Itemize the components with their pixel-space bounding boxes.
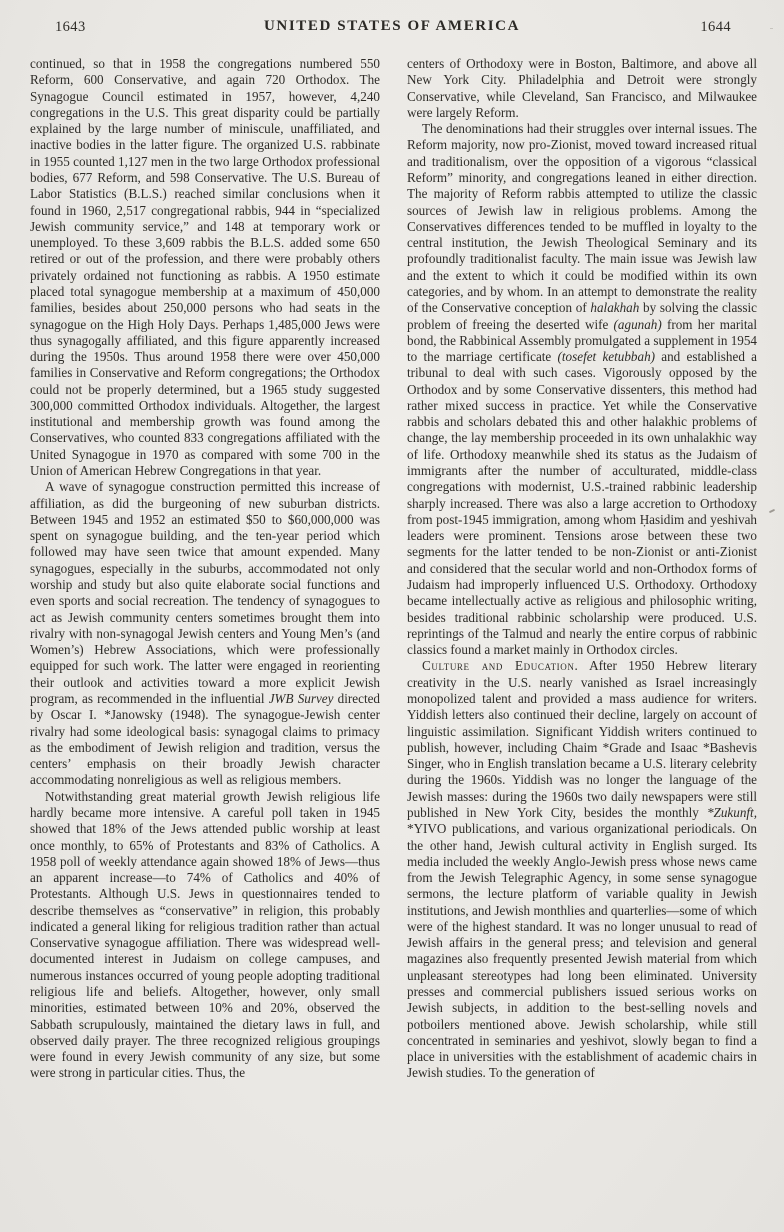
text-column-left (30, 56, 380, 1206)
page-number-left: 1643 (55, 19, 86, 35)
scan-artifact (769, 509, 775, 513)
body-text: *YIVO publications, and various organizational periodicals. On the other hand, Jewish cultural activity in English surged. Its media included the weekly Anglo-Jewish press whose news came from the Jewish Telegraphic Agency, in some sense synagogue sermons, the lecture platform of variable quality in Jewish institutions, and Jewish monthlies and quarterlies—some of which were of the highest standard. It was no longer unusual to read of Jewish affairs in the general press; and television and general magazines also frequently presented Jewish material from which unpleasant stereotypes had long been eliminated. University presses and commercial publishers issued serious works on Jewish subjects, in addition to the best-selling novels and potboilers mentioned above. Jewish scholarship, while still concentrated in seminaries and yeshivot, slowly began to find a place in universities with the establishment of academic chairs in Jewish studies. To the generation of (407, 821, 757, 1081)
scan-artifact (770, 28, 773, 29)
italic-text: halakhah (590, 300, 640, 316)
text-column-right (407, 56, 757, 1206)
page-title: UNITED STATES OF AMERICA (263, 18, 521, 34)
paragraph (30, 479, 380, 788)
italic-text: *Zukunft, (706, 804, 757, 820)
paragraph (407, 56, 757, 121)
smallcaps-heading: Culture and Education. (422, 658, 579, 674)
paragraph (407, 121, 757, 658)
page-number-right: 1644 (700, 19, 731, 35)
paragraph (407, 658, 757, 1081)
body-text: A wave of synagogue construction permitted this increase of affiliation, as did the burgeoning of new suburban districts. Between 1945 and 1952 an estimated $50 to $60,000,000 was spent on synagogue building, and the ten-year period which followed may have seen twice that amount expended. Many synagogues, especially in the suburbs, accommodated not only worship and study but also quite elaborate social functions and even sports and social recreation. The tendency of synagogues to act as Jewish community centers sometimes brought them into rivalry with non-synagogal Jewish centers and Young Men’s (and Women’s) Hebrew Associations, which were professionally equipped for such work. The latter were engaged in reorienting their outlook and activities toward a more explicit Jewish program, as recommended in the influential (30, 479, 380, 706)
italic-text: JWB Survey (268, 690, 334, 706)
paragraph (30, 789, 380, 1082)
body-text: The denominations had their struggles over internal issues. The Reform majority, now pro-Zionist, moved toward increased ritual and traditionalism, over the opposition of a vigorous “classical Reform” minority, and congregations leaned in either direction. The majority of Reform rabbis attempted to utilize the classic sources of Jewish law in religious problems. Among the Conservatives differences tended to be muffled in loyalty to the central institution, the Jewish Theological Seminary and its profoundly traditionalist faculty. The main issue was Jewish law and the extent to which it could be modified within its own categories, and by whom. In an attempt to demonstrate the reality of the Conservative conception of (407, 121, 757, 316)
italic-text: (tosefet ketubbah) (557, 349, 656, 365)
body-text: After 1950 Hebrew literary creativity in the U.S. nearly vanished as Israel increasingly monopolized talent and provided a mass audience for writers. Yiddish letters also continued their decline, largely on account of linguistic assimilation. Significant Yiddish writers continued to publish, however, including Chaim *Grade and Isaac *Bashevis Singer, who in English translation became a U.S. literary celebrity during the 1960s. Yiddish was no longer the language of the Jewish masses: during the 1960s two daily newspapers were still published in New York City, besides the monthly (407, 658, 757, 820)
body-text: continued, so that in 1958 the congregations numbered 550 Reform, 600 Conservative, and again 720 Orthodox. The Synagogue Council estimated in 1957, however, 4,240 congregations in the U.S. This great disparity could be partially explained by the large number of miniscule, unaffiliated, and inactive bodies in the latter figure. The organized U.S. rabbinate in 1955 counted 1,127 men in the two large Orthodox professional bodies, 677 Reform, and 598 Conservative. The U.S. Bureau of Labor Statistics (B.L.S.) reached similar conclusions when it found in 1960, 2,517 congregational rabbis, 944 in “specialized Jewish community service,” and 148 at temporary work or unemployed. To these 3,609 rabbis the B.L.S. added some 650 retired or out of the profession, and there were probably others privately ordained not functioning as rabbis. A 1950 estimate placed total synagogue membership at a maximum of 450,000 families, besides about 250,000 persons who had seats in the synagogue on the High Holy Days. Perhaps 1,485,000 Jews were thus synagogally affiliated, and this figure apparently increased during the 1950s. Thus around 1958 there were over 450,000 families in Conservative and Reform congregations; the Orthodox could not be properly determined, but a 1965 study suggested 300,000 committed Orthodox individuals. Altogether, the largest institutional and membership growth was found among the Conservatives, who counted 833 congregations affiliated with the United Synagogue in 1970 as compared with some 700 in the Union of American Hebrew Congregations in that year. (30, 56, 380, 479)
italic-text: (agunah) (613, 316, 662, 332)
paragraph (30, 56, 380, 479)
running-head (0, 16, 784, 42)
body-text: Notwithstanding great material growth Jewish religious life hardly became more intensive. A careful poll taken in 1945 showed that 18% of the Jews attended public worship at least once monthly, to 65% of Protestants and 83% of Catholics. A 1958 poll of weekly attendance again showed 18% of Jews—thus an apparent increase—to 74% of Catholics and 40% of Protestants. Although U.S. Jews in questionnaires tended to describe themselves as “conservative” in religion, this probably indicated a general liking for religious tradition rather than actual Conservative synagogue affiliation. There was widespread well-documented interest in Judaism on college campuses, and numerous instances occurred of young people adopting traditional religious life and beliefs. Altogether, however, only small minorities, estimated between 10% and 20%, observed the Sabbath scrupulously, maintained the dietary laws in full, and observed daily prayer. The three recognized religious groupings were found in every Jewish community of any size, but some were strong in particular cities. Thus, the (30, 788, 380, 1081)
body-text: from her marital bond, the Rabbinical Assembly promulgated a supplement in 1954 to the marriage certificate (407, 316, 757, 365)
body-text: directed by Oscar I. *Janowsky (1948). The synagogue-Jewish center rivalry had some ideological basis: synagogal claims to primacy as the embodiment of Jewish religion and tradition, versus the centers’ emphasis on their broadly Jewish character accommodating nonreligious as well as religious members. (30, 690, 380, 788)
body-text: and established a tribunal to deal with such cases. Vigorously opposed by the Orthodox and by some Conservative dissenters, this method had rather mixed success in practice. Yet while the Conservative rabbis and scholars debated this and other halakhic problems of change, the lay membership proceeded in its own unhalakhic way of life. Orthodoxy meanwhile shed its status as the Judaism of immigrants after the number of acculturated, middle-class congregations with modernist, U.S.-trained rabbinic leadership sharply increased. There was also a large accretion to Orthodoxy from post-1945 immigration, among whom Ḥasidim and yeshivah leaders were prominent. Tensions arose between these two segments for the latter tended to be non-Zionist or anti-Zionist and considered that the secular world and non-Orthodox forms of Judaism had improperly influenced U.S. Orthodoxy. Orthodoxy became intellectually active as religious and philosophic writing, besides traditional rabbinic scholarship were produced. U.S. reprintings of the Talmud and nearly the entire corpus of rabbinic classics found a market mainly in Orthodox circles. (407, 349, 757, 658)
body-text: centers of Orthodoxy were in Boston, Baltimore, and above all New York City. Philadelphia and Detroit were strongly Conservative, while Cleveland, San Francisco, and Milwaukee were largely Reform. (407, 56, 757, 120)
body-text: by solving the classic problem of freeing the deserted wife (407, 300, 757, 332)
